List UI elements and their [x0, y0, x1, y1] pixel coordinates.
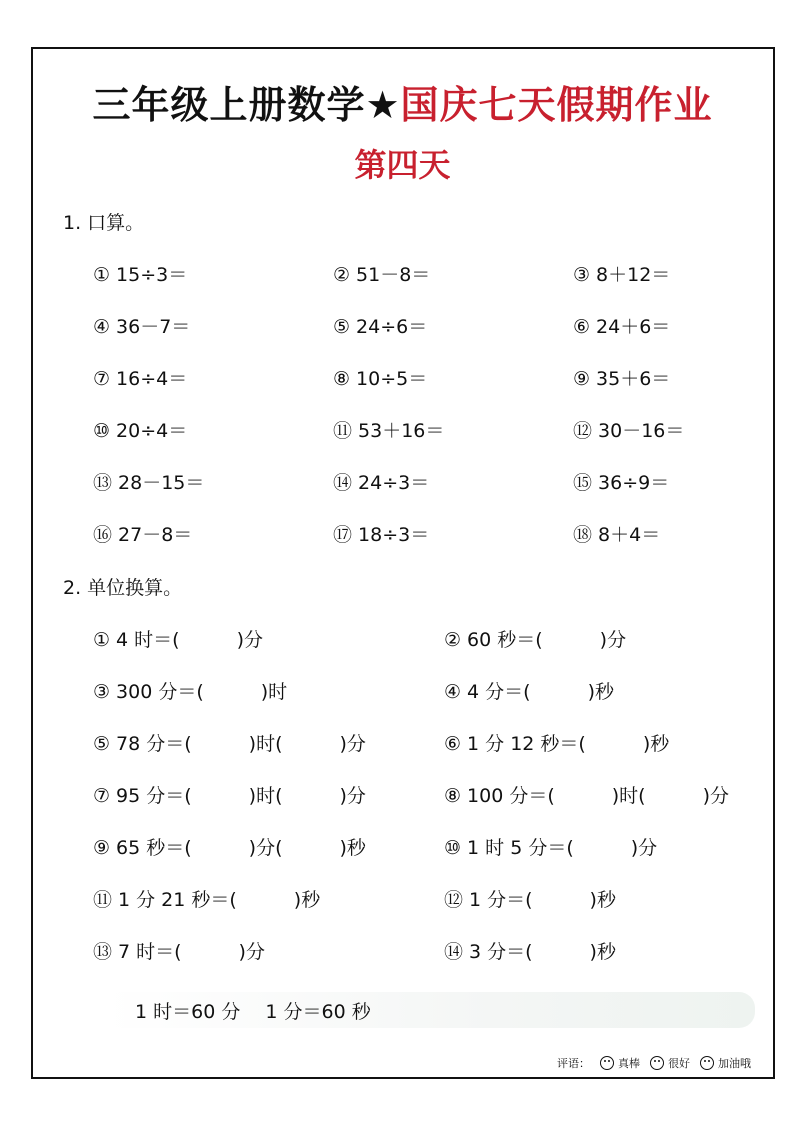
item-number: ③	[573, 264, 591, 286]
item-number: ⑭	[444, 941, 464, 963]
math-item	[93, 520, 192, 547]
math-expression: 20÷4＝	[116, 420, 188, 442]
math-expression: 8＋4＝	[598, 524, 661, 546]
math-expression: 15÷3＝	[116, 264, 188, 286]
smiley-face-icon	[600, 1056, 614, 1070]
item-number: ①	[93, 629, 111, 651]
conversion-item	[444, 729, 669, 756]
math-item	[573, 312, 670, 339]
item-number: ⑥	[444, 733, 462, 755]
math-expression: 8＋12＝	[596, 264, 671, 286]
item-number: ⑦	[93, 368, 111, 390]
worksheet-border	[31, 47, 775, 1079]
item-number: ⑩	[93, 420, 111, 442]
conversion-expression: 300 分＝( )时	[116, 681, 288, 703]
conversion-expression: 1 分＝( )秒	[469, 889, 616, 911]
math-expression: 24÷3＝	[358, 472, 430, 494]
conversion-item	[93, 885, 320, 912]
item-number: ⑤	[333, 316, 351, 338]
conversion-item	[444, 833, 657, 860]
conversion-expression: 60 秒＝( )分	[467, 629, 627, 651]
item-number: ⑧	[333, 368, 351, 390]
conversion-item	[444, 781, 729, 808]
item-number: ④	[444, 681, 462, 703]
item-number: ⑪	[93, 889, 113, 911]
item-number: ⑧	[444, 785, 462, 807]
math-expression: 28－15＝	[118, 472, 205, 494]
math-item	[93, 312, 190, 339]
item-number: ⑫	[444, 889, 464, 911]
math-item	[333, 468, 429, 495]
math-expression: 18÷3＝	[358, 524, 430, 546]
math-item	[93, 416, 187, 443]
math-expression: 36÷9＝	[598, 472, 670, 494]
math-expression: 51－8＝	[356, 264, 431, 286]
evaluation-option: 真棒	[618, 1057, 640, 1070]
item-number: ①	[93, 264, 111, 286]
conversion-item	[444, 677, 614, 704]
smiley-face-icon	[650, 1056, 664, 1070]
item-number: ⑥	[573, 316, 591, 338]
math-item	[573, 260, 670, 287]
math-item	[573, 416, 684, 443]
conversion-item	[93, 729, 366, 756]
math-expression: 16÷4＝	[116, 368, 188, 390]
math-expression: 36－7＝	[116, 316, 191, 338]
star-icon: ★	[365, 83, 401, 127]
title-highlight: 国庆七天假期作业	[400, 83, 713, 127]
item-number: ⑮	[573, 472, 593, 494]
conversion-expression: 95 分＝( )时( )分	[116, 785, 366, 807]
math-item	[573, 520, 660, 547]
conversion-expression: 1 分 12 秒＝( )秒	[467, 733, 670, 755]
item-number: ⑫	[573, 420, 593, 442]
item-number: ②	[333, 264, 351, 286]
item-number: ⑨	[93, 837, 111, 859]
conversion-item	[93, 677, 287, 704]
math-item	[333, 416, 444, 443]
conversion-item	[93, 781, 366, 808]
item-number: ③	[93, 681, 111, 703]
math-expression: 30－16＝	[598, 420, 685, 442]
item-number: ⑦	[93, 785, 111, 807]
item-number: ⑤	[93, 733, 111, 755]
conversion-item	[93, 833, 366, 860]
math-expression: 24＋6＝	[596, 316, 671, 338]
math-item	[333, 260, 430, 287]
item-number: ⑪	[333, 420, 353, 442]
evaluation-label: 评语：	[557, 1057, 590, 1070]
math-item	[333, 364, 427, 391]
conversion-item	[444, 937, 616, 964]
conversion-item	[93, 937, 265, 964]
math-expression: 27－8＝	[118, 524, 193, 546]
math-expression: 24÷6＝	[356, 316, 428, 338]
item-number: ④	[93, 316, 111, 338]
math-expression: 10÷5＝	[356, 368, 428, 390]
conversion-expression: 78 分＝( )时( )分	[116, 733, 366, 755]
item-number: ⑭	[333, 472, 353, 494]
conversion-expression: 4 分＝( )秒	[467, 681, 615, 703]
reference-note: 1 时＝60 分 1 分＝60 秒	[135, 1001, 371, 1023]
page-title	[0, 74, 805, 129]
math-expression: 53＋16＝	[358, 420, 445, 442]
item-number: ⑯	[93, 524, 113, 546]
item-number: ⑬	[93, 941, 113, 963]
conversion-expression: 1 时 5 分＝( )分	[467, 837, 658, 859]
title-main: 三年级上册数学	[92, 83, 366, 127]
section2-heading: 2. 单位换算。	[63, 577, 183, 599]
item-number: ②	[444, 629, 462, 651]
item-number: ⑱	[573, 524, 593, 546]
conversion-expression: 7 时＝( )分	[118, 941, 265, 963]
conversion-item	[444, 885, 616, 912]
math-item	[93, 364, 187, 391]
math-item	[333, 520, 429, 547]
math-expression: 35＋6＝	[596, 368, 671, 390]
math-item	[333, 312, 427, 339]
conversion-expression: 3 分＝( )秒	[469, 941, 616, 963]
conversion-expression: 4 时＝( )分	[116, 629, 264, 651]
evaluation-option: 加油哦	[718, 1057, 751, 1070]
item-number: ⑬	[93, 472, 113, 494]
math-item	[573, 364, 670, 391]
item-number: ⑩	[444, 837, 462, 859]
smiley-face-icon	[700, 1056, 714, 1070]
math-item	[93, 468, 204, 495]
item-number: ⑨	[573, 368, 591, 390]
section1-heading: 1. 口算。	[63, 212, 145, 234]
conversion-expression: 100 分＝( )时( )分	[467, 785, 730, 807]
evaluation-option: 很好	[668, 1057, 690, 1070]
conversion-expression: 1 分 21 秒＝( )秒	[118, 889, 321, 911]
page-subtitle: 第四天	[354, 146, 451, 184]
conversion-item	[444, 625, 626, 652]
conversion-item	[93, 625, 263, 652]
conversion-expression: 65 秒＝( )分( )秒	[116, 837, 366, 859]
math-item	[573, 468, 669, 495]
math-item	[93, 260, 187, 287]
item-number: ⑰	[333, 524, 353, 546]
evaluation-bar	[557, 1055, 751, 1071]
